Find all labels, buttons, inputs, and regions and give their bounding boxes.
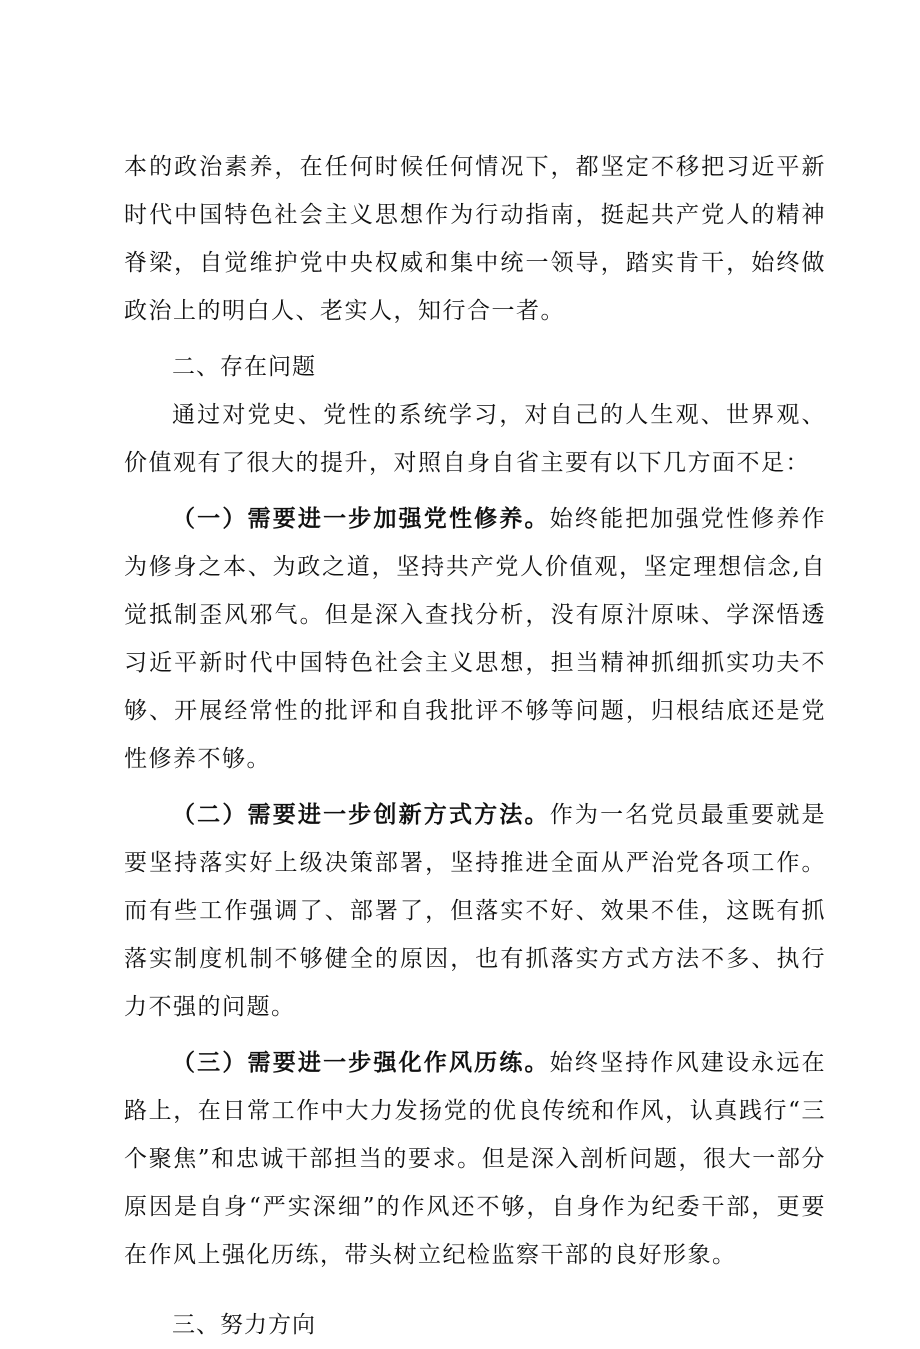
issue-body-2: 作为一名党员最重要就是要坚持落实好上级决策部署，坚持推进全面从严治党各项工作。而有些工作强调了、部署了，但落实不好、效果不佳，这既有抓落实制度机制不够健全的原因，也有抓落实方式方法不多、执行力不强的问题。	[124, 802, 827, 1020]
spacer	[124, 1031, 826, 1039]
spacer	[124, 783, 826, 791]
issue-title-2: （二）需要进一步创新方式方法。	[172, 802, 550, 828]
section-heading-problems: 二、存在问题	[172, 354, 316, 380]
issue-paragraph-1	[124, 495, 826, 783]
intro-paragraph: 本的政治素养，在任何时候任何情况下，都坚定不移把习近平新时代中国特色社会主义思想作为行动指南，挺起共产党人的精神脊梁，自觉维护党中央权威和集中统一领导，踏实肯干，始终做政治上的明白人、老实人，知行合一者。	[124, 154, 826, 324]
issue-body-3: 始终坚持作风建设永远在路上，在日常工作中大力发扬党的优良传统和作风，认真践行“三个聚焦”和忠诚干部担当的要求。但是深入剖析问题，很大一部分原因是自身“严实深细”的作风还不够，自身作为纪委干部，更要在作风上强化历练，带头树立纪检监察干部的良好形象。	[124, 1050, 827, 1268]
issue-paragraph-3	[124, 1039, 826, 1279]
spacer	[124, 487, 826, 495]
issue-title-1: （一）需要进一步加强党性修养。	[172, 506, 550, 532]
issue-body-1: 始终能把加强党性修养作为修身之本、为政之道，坚持共产党人价值观，坚定理想信念,自觉抵制歪风邪气。但是深入查找分析，没有原汁原味、学深悟透习近平新时代中国特色社会主义思想，担当精神抓细抓实功夫不够、开展经常性的批评和自我批评不够等问题，归根结底还是党性修养不够。	[124, 506, 827, 772]
spacer	[124, 335, 826, 343]
section-heading-direction: 三、努力方向	[172, 1312, 316, 1338]
issue-paragraph-2	[124, 791, 826, 1031]
section-intro-paragraph: 通过对党史、党性的系统学习，对自己的人生观、世界观、价值观有了很大的提升，对照自身自省主要有以下几方面不足：	[124, 402, 826, 476]
issue-title-3: （三）需要进一步强化作风历练。	[172, 1050, 550, 1076]
document-body	[124, 143, 826, 1349]
spacer	[124, 1279, 826, 1301]
